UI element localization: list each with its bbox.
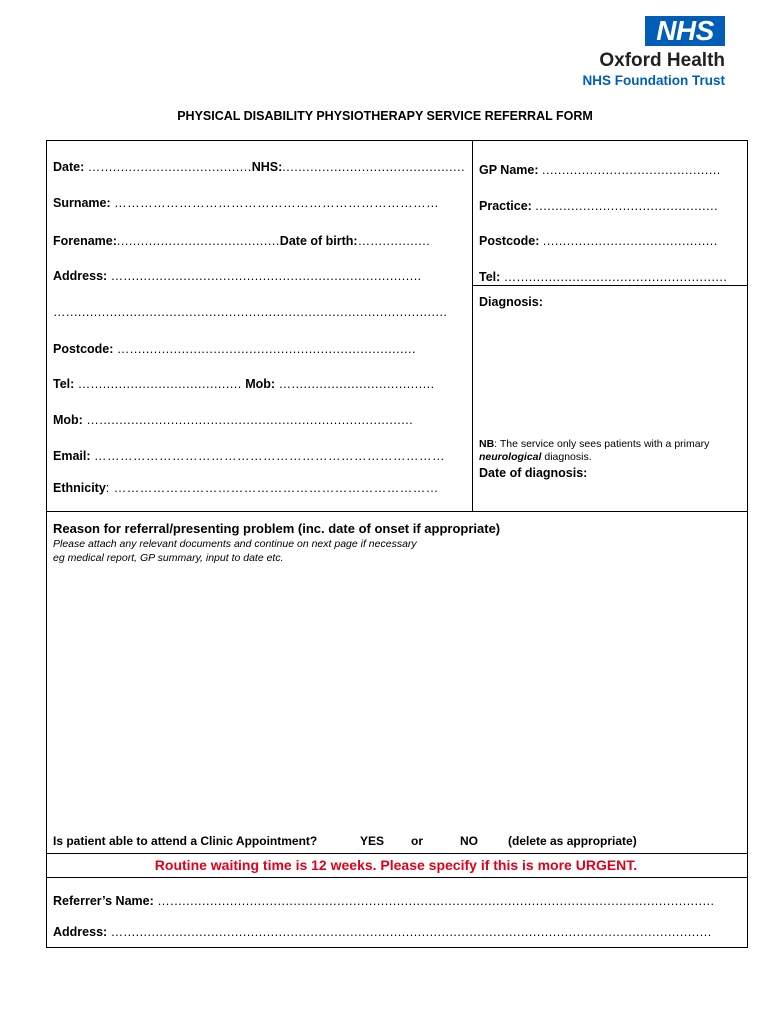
nhs-label: NHS: bbox=[251, 160, 283, 174]
surname-label: Surname: bbox=[53, 196, 111, 210]
section-divider-referrer bbox=[46, 877, 747, 878]
clinic-question: Is patient able to attend a Clinic Appointment? bbox=[53, 834, 318, 848]
reason-note-2: eg medical report, GP summary, input to date etc. bbox=[53, 552, 284, 564]
nb-italic: neurological bbox=[479, 451, 542, 463]
date-of-diagnosis-label: Date of diagnosis: bbox=[479, 466, 588, 480]
postcode-field[interactable] bbox=[53, 342, 416, 356]
practice-field[interactable] bbox=[479, 199, 718, 213]
date-label: Date: bbox=[53, 160, 85, 174]
gp-tel-label: Tel: bbox=[479, 270, 501, 284]
mob-label: Mob: bbox=[245, 377, 276, 391]
diagnosis-note bbox=[479, 438, 741, 464]
nb-text: : The service only sees patients with a primary bbox=[494, 438, 710, 450]
mob2-input-dots[interactable]: …............................................................................... bbox=[86, 413, 414, 427]
address-line-2-dots[interactable]: …................................................................................................ bbox=[53, 305, 448, 319]
gp-postcode-field[interactable] bbox=[479, 234, 718, 248]
tel-input-dots[interactable]: …...................................... bbox=[77, 377, 242, 391]
tel-mob-field[interactable] bbox=[53, 377, 435, 391]
or-text: or bbox=[411, 834, 423, 848]
gp-name-label: GP Name: bbox=[479, 163, 539, 177]
reason-label: Reason for referral/presenting problem (inc. date of onset if appropriate) bbox=[53, 521, 501, 536]
forename-label: Forename: bbox=[53, 234, 117, 248]
mob2-label: Mob: bbox=[53, 413, 83, 427]
form-title: PHYSICAL DISABILITY PHYSIOTHERAPY SERVICE REFERRAL FORM bbox=[177, 109, 593, 123]
practice-input-dots[interactable]: .............................................. bbox=[535, 199, 719, 213]
date-field[interactable] bbox=[53, 160, 465, 174]
nhs-input-dots[interactable]: .............................................. bbox=[282, 160, 466, 174]
gp-name-input-dots[interactable]: ............................................. bbox=[542, 163, 721, 177]
address-input-dots[interactable]: …........................................................................... bbox=[110, 269, 422, 283]
referrer-address-field[interactable] bbox=[53, 925, 712, 939]
postcode-label: Postcode: bbox=[53, 342, 114, 356]
org-name: Oxford Health bbox=[599, 50, 725, 71]
tel-label: Tel: bbox=[53, 377, 75, 391]
org-subtitle: NHS Foundation Trust bbox=[582, 73, 725, 88]
referrer-name-input-dots[interactable]: …......................................................................................................................................... bbox=[157, 894, 715, 908]
mob-input-dots[interactable]: ….................................... bbox=[278, 377, 435, 391]
referrer-name-label: Referrer’s Name: bbox=[53, 894, 154, 908]
mob-field[interactable] bbox=[53, 413, 413, 427]
section-divider-urgent bbox=[46, 853, 747, 854]
gp-tel-field[interactable] bbox=[479, 270, 727, 284]
reason-note-1: Please attach any relevant documents and continue on next page if necessary bbox=[53, 538, 417, 550]
referrer-address-input-dots[interactable]: ….................................................................................................................................................... bbox=[110, 925, 712, 939]
email-input-dots[interactable]: ……………………………………………………………………… bbox=[94, 449, 445, 463]
gp-tel-input-dots[interactable]: …..................................................... bbox=[503, 270, 728, 284]
yes-option[interactable]: YES bbox=[360, 834, 385, 848]
forename-field[interactable] bbox=[53, 234, 430, 248]
nhs-logo: NHS bbox=[645, 16, 725, 46]
ethnicity-input-dots[interactable]: : ………………………………………………………………… bbox=[105, 481, 439, 495]
forename-input-dots[interactable]: ......................................... bbox=[116, 234, 280, 248]
referrer-name-field[interactable] bbox=[53, 894, 715, 908]
gp-postcode-label: Postcode: bbox=[479, 234, 540, 248]
column-divider bbox=[472, 140, 473, 511]
ethnicity-label: Ethnicity bbox=[53, 481, 106, 495]
address-label: Address: bbox=[53, 269, 108, 283]
no-option[interactable]: NO bbox=[460, 834, 478, 848]
nb-text2: diagnosis. bbox=[541, 451, 592, 463]
address-field[interactable] bbox=[53, 269, 422, 283]
gp-tel-divider bbox=[472, 285, 747, 286]
urgent-notice: Routine waiting time is 12 weeks. Please specify if this is more URGENT. bbox=[154, 857, 638, 873]
email-label: Email: bbox=[53, 449, 91, 463]
section-divider-reason bbox=[46, 511, 747, 512]
nb-bold: NB bbox=[479, 438, 495, 450]
surname-field[interactable] bbox=[53, 196, 439, 210]
ethnicity-field[interactable] bbox=[53, 481, 439, 495]
address-line-2[interactable] bbox=[53, 305, 447, 319]
email-field[interactable] bbox=[53, 449, 445, 463]
date-input-dots[interactable]: …...................................... bbox=[87, 160, 252, 174]
dob-label: Date of birth: bbox=[279, 234, 358, 248]
postcode-input-dots[interactable]: …........................................................................ bbox=[116, 342, 416, 356]
diagnosis-label: Diagnosis: bbox=[479, 295, 543, 309]
gp-postcode-input-dots[interactable]: ............................................ bbox=[542, 234, 718, 248]
surname-input-dots[interactable]: ………………………………………………………………… bbox=[114, 196, 440, 210]
gp-name-field[interactable] bbox=[479, 163, 721, 177]
practice-label: Practice: bbox=[479, 199, 532, 213]
dob-input-dots[interactable]: …............... bbox=[357, 234, 431, 248]
reason-text-area[interactable] bbox=[50, 568, 740, 826]
delete-note: (delete as appropriate) bbox=[508, 834, 637, 848]
referrer-address-label: Address: bbox=[53, 925, 108, 939]
